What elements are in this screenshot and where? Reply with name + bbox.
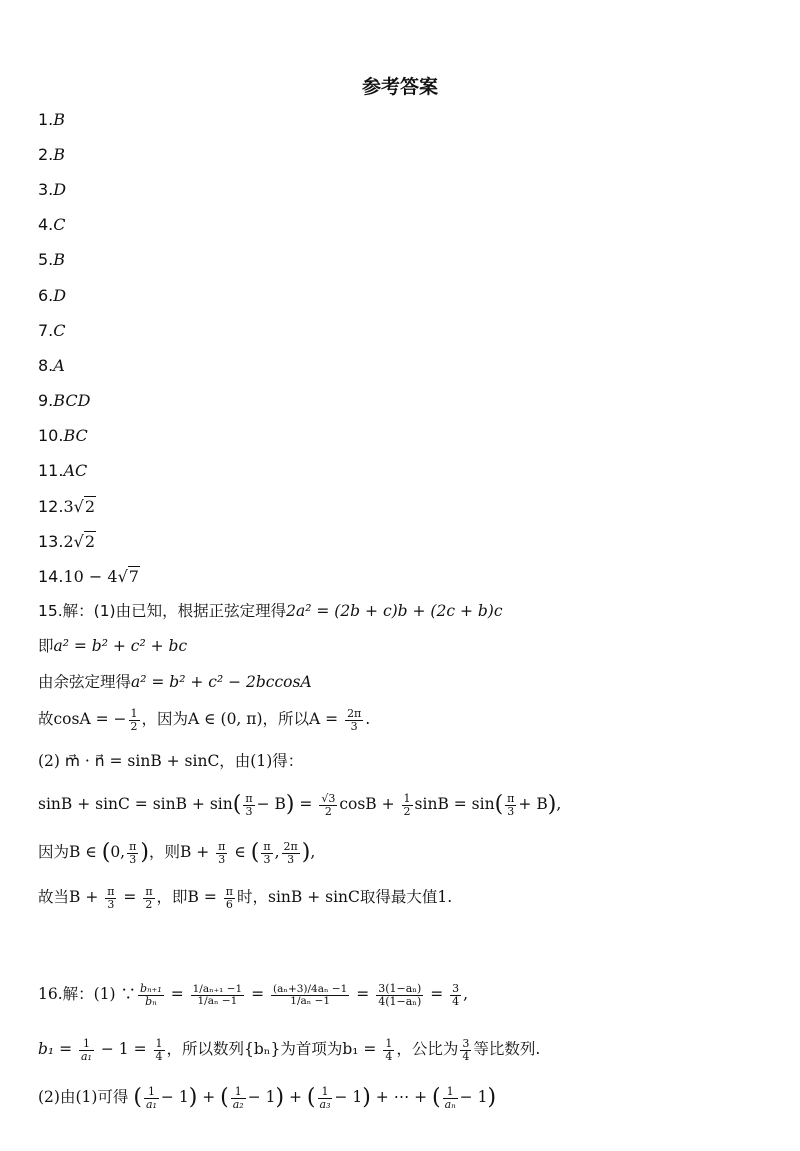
fraction: $\frac{\pi}{3}$ bbox=[129, 839, 137, 866]
q15-line-6: sinB + sinC = sinB + sin( $\frac{\pi}{3}$ − B) = $\frac{√3}{2}$ cosB + $\frac{1}{2}$ sinB = sin( $\frac{\pi}{3}$ + B), bbox=[38, 791, 562, 818]
answer-number: 10. bbox=[38, 425, 64, 445]
fraction: $\frac{\pi}{3}$ bbox=[107, 884, 115, 911]
answer-item bbox=[38, 286, 66, 305]
answer-14: 14.10 − 4√7 bbox=[38, 567, 139, 586]
answer-number: 14. bbox=[38, 567, 64, 586]
answer-number: 11. bbox=[38, 461, 64, 480]
answer-item bbox=[38, 321, 66, 340]
answer-number: 2. bbox=[38, 145, 54, 165]
answer-value: C bbox=[53, 320, 66, 340]
answer-item bbox=[38, 391, 90, 410]
fraction: $\frac{1}{2}$ bbox=[130, 706, 138, 733]
q15-line-3: 由余弦定理得a² = b² + c² − 2bccosA bbox=[38, 673, 312, 691]
answer-13: 13.2√2 bbox=[38, 532, 96, 551]
q15-line-4: 故cosA = − $\frac{1}{2}$ ，因为A ∈ (0, π)，所以A = $\frac{2\pi}{3}$ . bbox=[38, 706, 371, 733]
answer-item bbox=[38, 461, 87, 480]
answer-radicand: 2 bbox=[84, 497, 96, 516]
fraction: $\frac{\text{(aₙ+3)/4aₙ −1}}{\text{1/aₙ −1}}$ bbox=[273, 982, 348, 1007]
q15-line-8: 故当B + $\frac{\pi}{3}$ = $\frac{\pi}{2}$ ，即B = $\frac{\pi}{6}$ 时，sinB + sinC取得最大值1. bbox=[38, 884, 453, 911]
answer-number: 5. bbox=[38, 250, 54, 270]
answer-item bbox=[38, 250, 65, 269]
answer-number: 1. bbox=[38, 110, 54, 129]
fraction: $\frac{3}{4}$ bbox=[462, 1036, 470, 1063]
answer-value: C bbox=[53, 215, 66, 235]
answer-value: B bbox=[53, 145, 66, 165]
fraction: $\frac{2\pi}{3}$ bbox=[283, 839, 298, 866]
q15-line-2: 即a² = b² + c² + bc bbox=[38, 637, 188, 655]
answer-value: D bbox=[53, 285, 67, 305]
answer-12: 12.3√2 bbox=[38, 497, 96, 516]
fraction: $\frac{\text{bₙ₊₁}}{\text{bₙ}}$ bbox=[140, 981, 162, 1008]
fraction: $\frac{\text{3(1−aₙ)}}{\text{4(1−aₙ)}}$ bbox=[378, 981, 422, 1008]
answer-number: 7. bbox=[38, 320, 54, 340]
answer-coef: 2 bbox=[63, 532, 74, 551]
q16-line-3: (2)由(1)可得 ( $\frac{1}{\text{a₁}}$ − 1) + ( $\frac{1}{\text{a₂}}$ − 1) + ( $\frac{1}{\text{a₃}}$ − 1) + ⋯ + ( $\frac{1}{\text{aₙ}}$ − 1) bbox=[38, 1084, 497, 1111]
answer-item bbox=[38, 215, 66, 234]
answer-number: 6. bbox=[38, 285, 54, 305]
answer-value: D bbox=[53, 180, 67, 200]
fraction: $\frac{\pi}{3}$ bbox=[218, 839, 226, 866]
answer-item bbox=[38, 180, 66, 199]
q15-line-7: 因为B ∈ (0, $\frac{\pi}{3}$ )，则B + $\frac{\pi}{3}$ ∈ ( $\frac{\pi}{3}$ , $\frac{2\pi}{3}$ ), bbox=[38, 839, 316, 866]
answer-number: 4. bbox=[38, 215, 54, 235]
fraction: $\frac{\pi}{6}$ bbox=[225, 884, 234, 911]
q15-line-1: 15.解：(1)由已知，根据正弦定理得2a² = (2b + c)b + (2c + b)c bbox=[38, 602, 503, 620]
fraction: $\frac{\pi}{3}$ bbox=[263, 839, 271, 866]
answer-value: B bbox=[53, 250, 66, 270]
fraction: $\frac{1}{\text{a₁}}$ bbox=[145, 1084, 157, 1111]
answer-coef: 10 − 4 bbox=[63, 567, 118, 586]
fraction: $\frac{3}{4}$ bbox=[452, 981, 460, 1008]
fraction: $\frac{1}{2}$ bbox=[403, 791, 411, 818]
page-title: 参考答案 bbox=[361, 76, 438, 98]
answer-item bbox=[38, 110, 65, 129]
fraction: $\frac{\text{1/aₙ₊₁ −1}}{\text{1/aₙ −1}}$ bbox=[192, 982, 243, 1007]
answer-value: B bbox=[53, 110, 66, 129]
answer-radicand: 2 bbox=[84, 532, 96, 551]
q16-line-1: 16.解：(1) ∵ $\frac{\text{bₙ₊₁}}{\text{bₙ}}$ = $\frac{\text{1/aₙ₊₁ −1}}{\text{1/aₙ −1}}$ = $\frac{\text{(aₙ+3)/4aₙ −1}}{\text{1/aₙ −1}}$ = $\frac{\text{3(1−aₙ)}}{\text{4(1−aₙ)}}$ = $\frac{3}{4}$ , bbox=[38, 981, 469, 1008]
fraction: $\frac{1}{\text{a₁}}$ bbox=[80, 1036, 92, 1063]
answer-number: 9. bbox=[38, 390, 54, 410]
fraction: $\frac{1}{4}$ bbox=[385, 1036, 393, 1063]
fraction: $\frac{1}{\text{a₂}}$ bbox=[232, 1084, 244, 1111]
fraction: $\frac{\pi}{2}$ bbox=[145, 884, 153, 911]
answer-number: 13. bbox=[38, 532, 64, 551]
answer-value: BC bbox=[63, 425, 88, 445]
q15-line-5: (2) m⃗ · n⃗ = sinB + sinC，由(1)得： bbox=[38, 752, 304, 770]
answer-item bbox=[38, 426, 88, 445]
answer-value: A bbox=[53, 355, 65, 375]
answer-item bbox=[38, 356, 65, 375]
fraction: $\frac{\pi}{3}$ bbox=[507, 791, 515, 818]
fraction: $\frac{\pi}{3}$ bbox=[245, 791, 253, 818]
answer-coef: 3 bbox=[63, 497, 74, 516]
answer-number: 8. bbox=[38, 355, 54, 375]
answer-number: 12. bbox=[38, 497, 64, 516]
answer-number: 3. bbox=[38, 180, 54, 200]
fraction: $\frac{1}{4}$ bbox=[155, 1036, 163, 1063]
q16-line-2: b₁ = $\frac{1}{\text{a₁}}$ − 1 = $\frac{1}{4}$ ，所以数列{bₙ}为首项为b₁ = $\frac{1}{4}$ ，公比为 $\frac{3}{4}$ 等比数列. bbox=[38, 1036, 541, 1063]
fraction: $\frac{1}{\text{a₃}}$ bbox=[319, 1084, 331, 1111]
fraction: $\frac{2\pi}{3}$ bbox=[347, 706, 362, 733]
answer-radicand: 7 bbox=[128, 567, 139, 586]
answer-value: AC bbox=[63, 461, 88, 480]
answer-value: BCD bbox=[53, 390, 91, 410]
fraction: $\frac{√3}{2}$ bbox=[321, 791, 336, 818]
fraction: $\frac{1}{\text{aₙ}}$ bbox=[444, 1084, 456, 1111]
answer-item bbox=[38, 145, 65, 164]
